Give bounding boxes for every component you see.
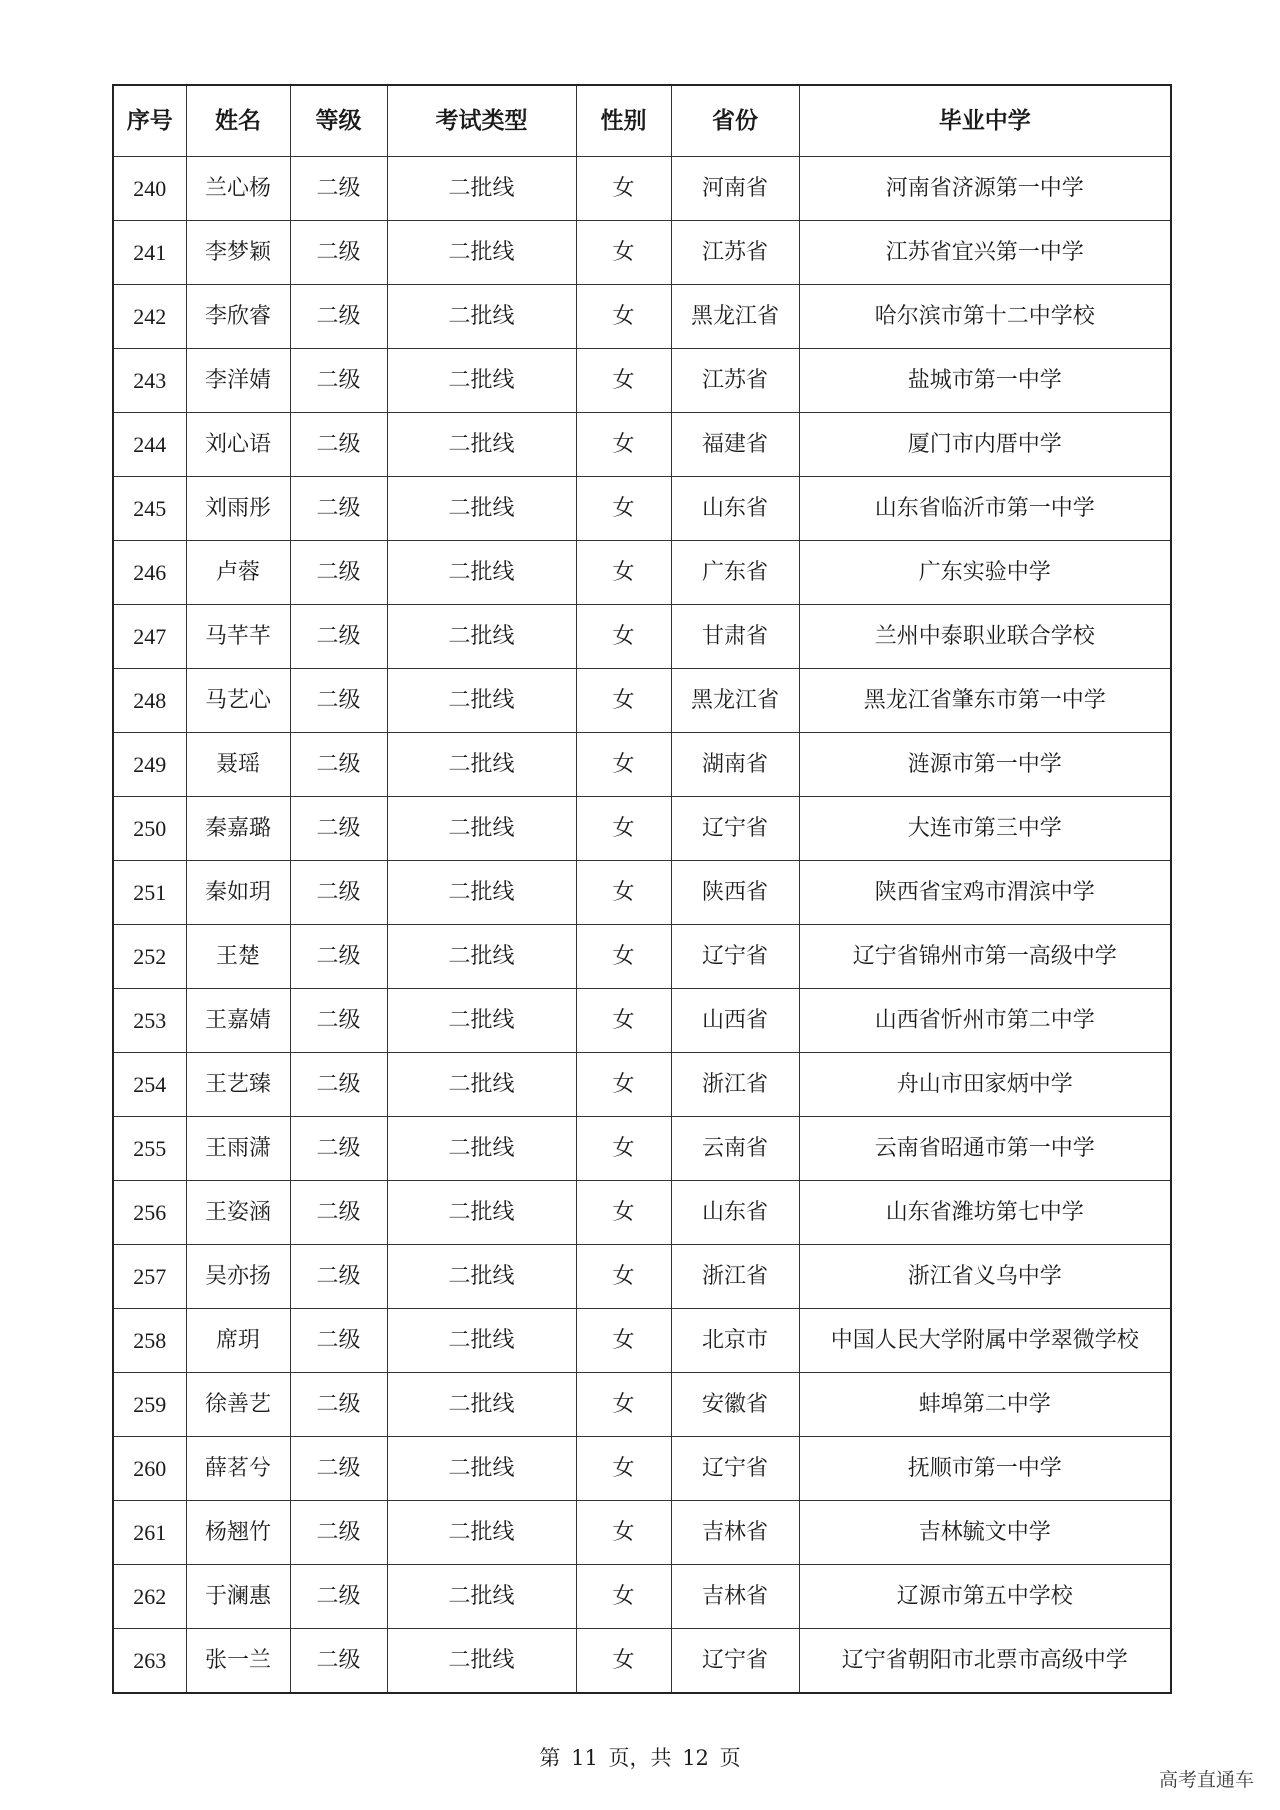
- cell-gender: 女: [576, 1117, 671, 1181]
- cell-exam-type: 二批线: [387, 1117, 576, 1181]
- cell-level: 二级: [290, 1245, 387, 1309]
- cell-index: 245: [113, 477, 186, 541]
- cell-province: 吉林省: [671, 1501, 799, 1565]
- cell-gender: 女: [576, 157, 671, 221]
- table-row: [113, 797, 1171, 861]
- cell-school: 黑龙江省肇东市第一中学: [799, 669, 1171, 733]
- table-row: [113, 1181, 1171, 1245]
- cell-exam-type: 二批线: [387, 669, 576, 733]
- cell-school: 盐城市第一中学: [799, 349, 1171, 413]
- cell-province: 江苏省: [671, 221, 799, 285]
- cell-name: 马艺心: [186, 669, 290, 733]
- cell-school: 蚌埠第二中学: [799, 1373, 1171, 1437]
- cell-level: 二级: [290, 1437, 387, 1501]
- cell-name: 王姿涵: [186, 1181, 290, 1245]
- column-header: 等级: [290, 85, 387, 157]
- cell-index: 254: [113, 1053, 186, 1117]
- cell-name: 刘雨彤: [186, 477, 290, 541]
- table-row: [113, 1245, 1171, 1309]
- footer-prefix: 第: [539, 1746, 561, 1770]
- cell-exam-type: 二批线: [387, 1501, 576, 1565]
- cell-province: 辽宁省: [671, 797, 799, 861]
- column-header: 考试类型: [387, 85, 576, 157]
- cell-index: 243: [113, 349, 186, 413]
- cell-province: 云南省: [671, 1117, 799, 1181]
- cell-index: 257: [113, 1245, 186, 1309]
- cell-school: 河南省济源第一中学: [799, 157, 1171, 221]
- cell-gender: 女: [576, 1501, 671, 1565]
- cell-gender: 女: [576, 413, 671, 477]
- cell-school: 哈尔滨市第十二中学校: [799, 285, 1171, 349]
- cell-province: 辽宁省: [671, 1629, 799, 1694]
- cell-province: 山东省: [671, 477, 799, 541]
- cell-name: 于澜惠: [186, 1565, 290, 1629]
- footer-suffix: 页: [719, 1746, 741, 1770]
- cell-school: 舟山市田家炳中学: [799, 1053, 1171, 1117]
- cell-index: 263: [113, 1629, 186, 1694]
- cell-exam-type: 二批线: [387, 1565, 576, 1629]
- column-header: 省份: [671, 85, 799, 157]
- cell-school: 辽宁省朝阳市北票市高级中学: [799, 1629, 1171, 1694]
- footer-page-number: 11: [571, 1746, 598, 1770]
- cell-level: 二级: [290, 1117, 387, 1181]
- cell-level: 二级: [290, 221, 387, 285]
- cell-level: 二级: [290, 1053, 387, 1117]
- cell-gender: 女: [576, 541, 671, 605]
- student-table-container: [112, 84, 1170, 1694]
- cell-index: 244: [113, 413, 186, 477]
- cell-name: 秦如玥: [186, 861, 290, 925]
- cell-exam-type: 二批线: [387, 477, 576, 541]
- cell-gender: 女: [576, 477, 671, 541]
- cell-index: 248: [113, 669, 186, 733]
- cell-exam-type: 二批线: [387, 1053, 576, 1117]
- cell-province: 福建省: [671, 413, 799, 477]
- cell-gender: 女: [576, 605, 671, 669]
- cell-province: 辽宁省: [671, 1437, 799, 1501]
- cell-index: 256: [113, 1181, 186, 1245]
- cell-school: 大连市第三中学: [799, 797, 1171, 861]
- table-row: [113, 1309, 1171, 1373]
- cell-name: 卢蓉: [186, 541, 290, 605]
- table-row: [113, 1629, 1171, 1694]
- cell-gender: 女: [576, 861, 671, 925]
- cell-level: 二级: [290, 349, 387, 413]
- cell-name: 刘心语: [186, 413, 290, 477]
- column-header: 序号: [113, 85, 186, 157]
- cell-exam-type: 二批线: [387, 733, 576, 797]
- cell-exam-type: 二批线: [387, 797, 576, 861]
- cell-index: 246: [113, 541, 186, 605]
- cell-school: 山西省忻州市第二中学: [799, 989, 1171, 1053]
- table-row: [113, 1565, 1171, 1629]
- cell-exam-type: 二批线: [387, 221, 576, 285]
- column-header: 性别: [576, 85, 671, 157]
- cell-level: 二级: [290, 1309, 387, 1373]
- cell-level: 二级: [290, 925, 387, 989]
- cell-province: 安徽省: [671, 1373, 799, 1437]
- cell-level: 二级: [290, 989, 387, 1053]
- cell-index: 249: [113, 733, 186, 797]
- cell-name: 李欣睿: [186, 285, 290, 349]
- cell-province: 湖南省: [671, 733, 799, 797]
- footer-total-pages: 12: [682, 1746, 709, 1770]
- column-header: 毕业中学: [799, 85, 1171, 157]
- cell-school: 吉林毓文中学: [799, 1501, 1171, 1565]
- cell-province: 山西省: [671, 989, 799, 1053]
- cell-index: 250: [113, 797, 186, 861]
- cell-gender: 女: [576, 1629, 671, 1694]
- table-row: [113, 1437, 1171, 1501]
- cell-province: 吉林省: [671, 1565, 799, 1629]
- cell-index: 253: [113, 989, 186, 1053]
- cell-exam-type: 二批线: [387, 925, 576, 989]
- table-row: [113, 989, 1171, 1053]
- table-row: [113, 1373, 1171, 1437]
- cell-index: 252: [113, 925, 186, 989]
- cell-name: 王嘉婧: [186, 989, 290, 1053]
- cell-level: 二级: [290, 541, 387, 605]
- table-body: [113, 157, 1171, 1694]
- cell-school: 山东省潍坊第七中学: [799, 1181, 1171, 1245]
- cell-gender: 女: [576, 221, 671, 285]
- cell-gender: 女: [576, 733, 671, 797]
- cell-province: 陕西省: [671, 861, 799, 925]
- cell-exam-type: 二批线: [387, 1181, 576, 1245]
- cell-province: 广东省: [671, 541, 799, 605]
- cell-province: 黑龙江省: [671, 669, 799, 733]
- cell-exam-type: 二批线: [387, 861, 576, 925]
- table-row: [113, 477, 1171, 541]
- cell-name: 薛茗兮: [186, 1437, 290, 1501]
- cell-school: 云南省昭通市第一中学: [799, 1117, 1171, 1181]
- cell-name: 聂瑶: [186, 733, 290, 797]
- cell-gender: 女: [576, 349, 671, 413]
- cell-exam-type: 二批线: [387, 1373, 576, 1437]
- cell-index: 261: [113, 1501, 186, 1565]
- cell-index: 247: [113, 605, 186, 669]
- cell-exam-type: 二批线: [387, 285, 576, 349]
- cell-province: 浙江省: [671, 1245, 799, 1309]
- cell-name: 李梦颖: [186, 221, 290, 285]
- cell-name: 吴亦扬: [186, 1245, 290, 1309]
- cell-name: 兰心杨: [186, 157, 290, 221]
- cell-school: 陕西省宝鸡市渭滨中学: [799, 861, 1171, 925]
- cell-gender: 女: [576, 1053, 671, 1117]
- table-row: [113, 221, 1171, 285]
- cell-exam-type: 二批线: [387, 1309, 576, 1373]
- cell-level: 二级: [290, 861, 387, 925]
- cell-name: 席玥: [186, 1309, 290, 1373]
- cell-index: 240: [113, 157, 186, 221]
- cell-level: 二级: [290, 669, 387, 733]
- cell-province: 浙江省: [671, 1053, 799, 1117]
- cell-level: 二级: [290, 797, 387, 861]
- cell-gender: 女: [576, 1181, 671, 1245]
- cell-gender: 女: [576, 925, 671, 989]
- cell-province: 辽宁省: [671, 925, 799, 989]
- cell-name: 王楚: [186, 925, 290, 989]
- cell-level: 二级: [290, 285, 387, 349]
- cell-name: 李洋婧: [186, 349, 290, 413]
- cell-gender: 女: [576, 285, 671, 349]
- cell-index: 241: [113, 221, 186, 285]
- cell-index: 259: [113, 1373, 186, 1437]
- table-row: [113, 157, 1171, 221]
- table-row: [113, 1117, 1171, 1181]
- cell-level: 二级: [290, 605, 387, 669]
- cell-index: 260: [113, 1437, 186, 1501]
- cell-province: 黑龙江省: [671, 285, 799, 349]
- cell-exam-type: 二批线: [387, 1245, 576, 1309]
- cell-exam-type: 二批线: [387, 349, 576, 413]
- cell-gender: 女: [576, 1437, 671, 1501]
- cell-exam-type: 二批线: [387, 541, 576, 605]
- cell-school: 抚顺市第一中学: [799, 1437, 1171, 1501]
- cell-level: 二级: [290, 157, 387, 221]
- student-table: [112, 84, 1172, 1694]
- cell-level: 二级: [290, 733, 387, 797]
- table-row: [113, 1053, 1171, 1117]
- cell-exam-type: 二批线: [387, 989, 576, 1053]
- cell-level: 二级: [290, 477, 387, 541]
- table-header-row: [113, 85, 1171, 157]
- table-row: [113, 541, 1171, 605]
- cell-school: 厦门市内厝中学: [799, 413, 1171, 477]
- cell-exam-type: 二批线: [387, 605, 576, 669]
- watermark-logo: 高考直通车: [1155, 1763, 1258, 1794]
- cell-level: 二级: [290, 1373, 387, 1437]
- cell-gender: 女: [576, 1245, 671, 1309]
- cell-school: 浙江省义乌中学: [799, 1245, 1171, 1309]
- table-row: [113, 1501, 1171, 1565]
- page-footer: [0, 1742, 1280, 1772]
- cell-gender: 女: [576, 1309, 671, 1373]
- cell-index: 251: [113, 861, 186, 925]
- cell-school: 江苏省宜兴第一中学: [799, 221, 1171, 285]
- cell-level: 二级: [290, 413, 387, 477]
- cell-exam-type: 二批线: [387, 1629, 576, 1694]
- cell-school: 广东实验中学: [799, 541, 1171, 605]
- cell-exam-type: 二批线: [387, 157, 576, 221]
- cell-province: 山东省: [671, 1181, 799, 1245]
- cell-level: 二级: [290, 1565, 387, 1629]
- cell-name: 马芊芊: [186, 605, 290, 669]
- table-row: [113, 733, 1171, 797]
- table-row: [113, 285, 1171, 349]
- cell-exam-type: 二批线: [387, 1437, 576, 1501]
- table-row: [113, 861, 1171, 925]
- cell-name: 杨翘竹: [186, 1501, 290, 1565]
- cell-index: 262: [113, 1565, 186, 1629]
- cell-index: 258: [113, 1309, 186, 1373]
- cell-school: 山东省临沂市第一中学: [799, 477, 1171, 541]
- cell-name: 王雨潇: [186, 1117, 290, 1181]
- footer-mid: 页，共: [608, 1746, 672, 1770]
- table-row: [113, 349, 1171, 413]
- cell-index: 242: [113, 285, 186, 349]
- cell-gender: 女: [576, 989, 671, 1053]
- cell-index: 255: [113, 1117, 186, 1181]
- cell-school: 辽源市第五中学校: [799, 1565, 1171, 1629]
- cell-level: 二级: [290, 1181, 387, 1245]
- cell-gender: 女: [576, 1565, 671, 1629]
- cell-name: 徐善艺: [186, 1373, 290, 1437]
- column-header: 姓名: [186, 85, 290, 157]
- cell-province: 河南省: [671, 157, 799, 221]
- cell-gender: 女: [576, 1373, 671, 1437]
- cell-level: 二级: [290, 1501, 387, 1565]
- cell-school: 兰州中泰职业联合学校: [799, 605, 1171, 669]
- cell-school: 中国人民大学附属中学翠微学校: [799, 1309, 1171, 1373]
- table-row: [113, 605, 1171, 669]
- cell-province: 江苏省: [671, 349, 799, 413]
- cell-name: 秦嘉璐: [186, 797, 290, 861]
- cell-name: 王艺臻: [186, 1053, 290, 1117]
- cell-level: 二级: [290, 1629, 387, 1694]
- cell-gender: 女: [576, 797, 671, 861]
- cell-school: 涟源市第一中学: [799, 733, 1171, 797]
- cell-province: 北京市: [671, 1309, 799, 1373]
- table-row: [113, 413, 1171, 477]
- cell-school: 辽宁省锦州市第一高级中学: [799, 925, 1171, 989]
- table-row: [113, 669, 1171, 733]
- cell-exam-type: 二批线: [387, 413, 576, 477]
- cell-gender: 女: [576, 669, 671, 733]
- cell-province: 甘肃省: [671, 605, 799, 669]
- table-row: [113, 925, 1171, 989]
- cell-name: 张一兰: [186, 1629, 290, 1694]
